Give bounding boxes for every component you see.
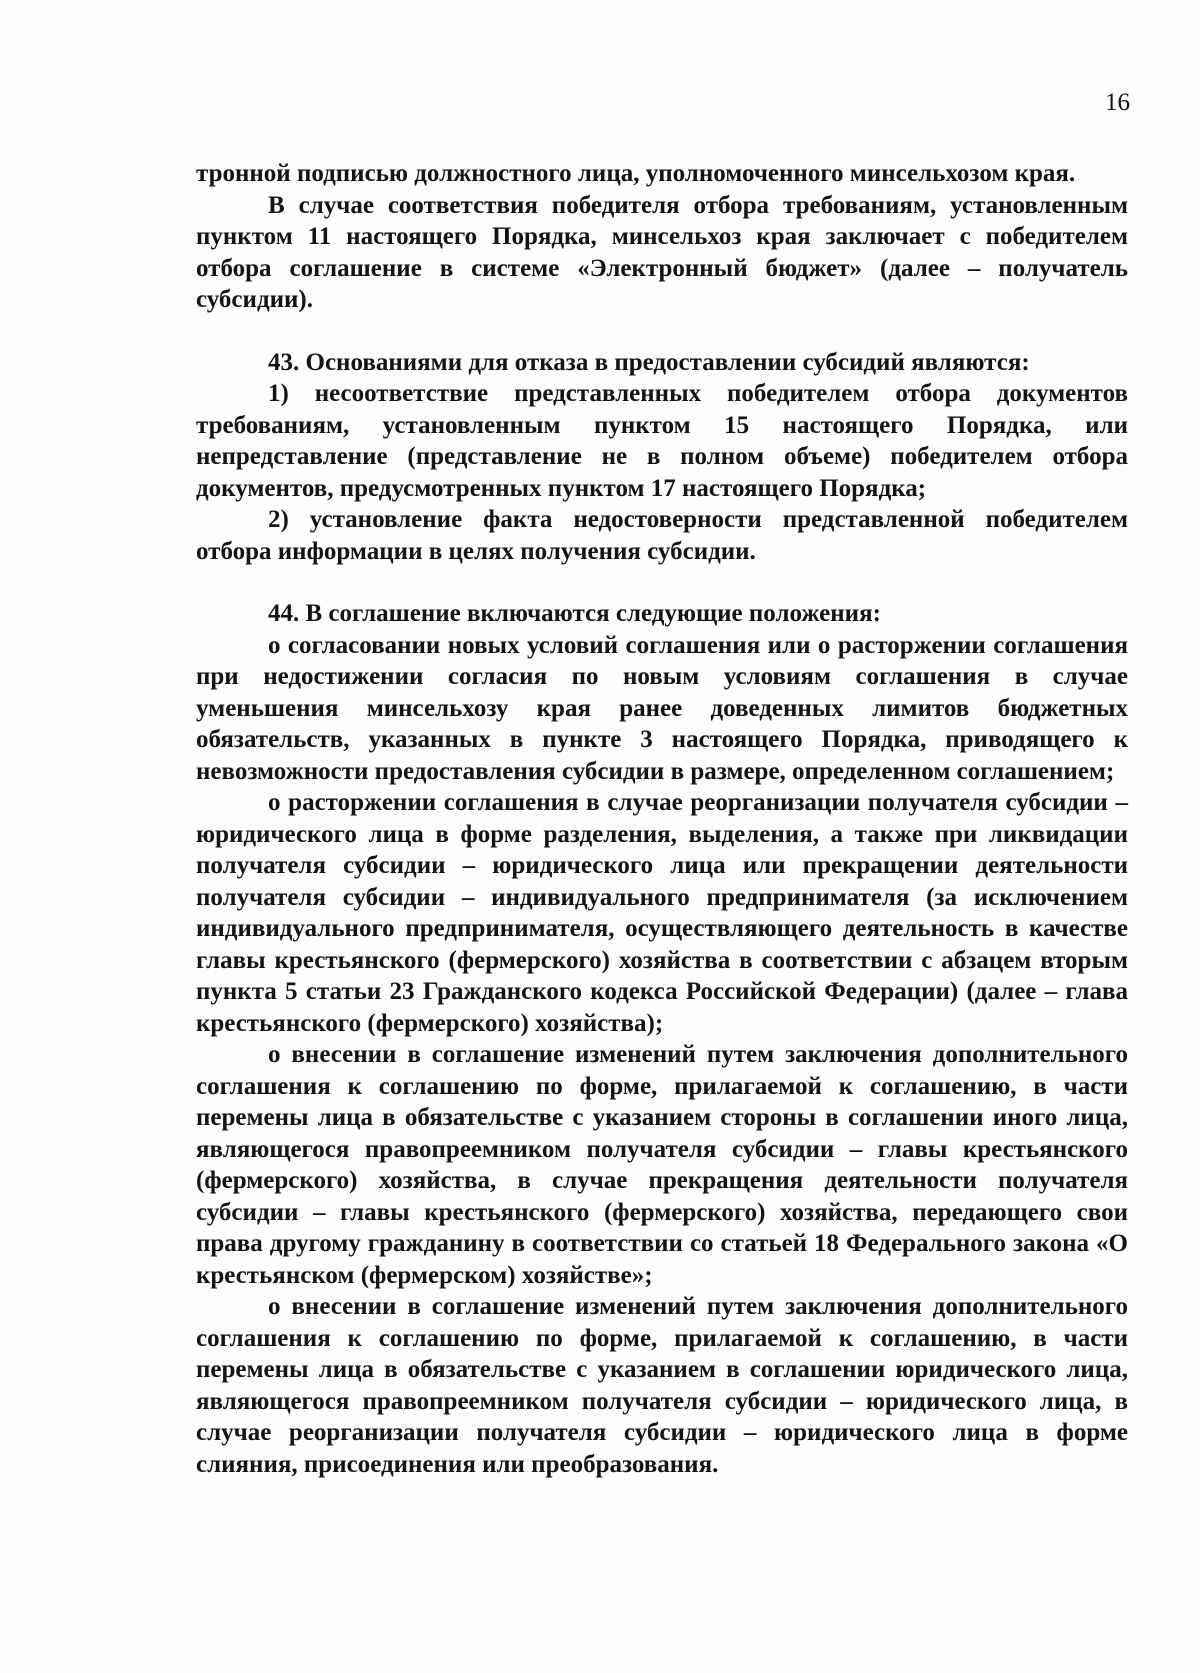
- paragraph-44-provision-3: о внесении в соглашение изменений путем заключения дополнительного соглашения к соглашению по форме, прилагаемой к соглашению, в части перемены лица в обязательстве с указанием стороны в соглашении иного лица, являющегося правопреемником получателя субсидии – главы крестьянского (фермерского) хозяйства, в случае прекращения деятельности получателя субсидии – главы крестьянского (фермерского) хозяйства, передающего свои права другому гражданину в соответствии со статьей 18 Федерального закона «О крестьянском (фермерском) хозяйстве»;: [196, 1041, 1128, 1289]
- paragraph-44-provision-2: о расторжении соглашения в случае реорганизации получателя субсидии – юридического лица в форме разделения, выделения, а также при ликвидации получателя субсидии – юридического лица или прекращении деятельности получателя субсидии – индивидуального предпринимателя (за исключением индивидуального предпринимателя, осуществляющего деятельность в качестве главы крестьянского (фермерского) хозяйства в соответствии с абзацем вторым пункта 5 статьи 23 Гражданского кодекса Российской Федерации) (далее – глава крестьянского (фермерского) хозяйства);: [196, 789, 1128, 1037]
- paragraph-continuation: тронной подписью должностного лица, уполномоченного минсельхозом края.: [196, 160, 1076, 187]
- paragraph-43-item-2: 2) установление факта недостоверности представленной победителем отбора информации в целях получения субсидии.: [196, 506, 1128, 565]
- paragraph-43-item-1: 1) несоответствие представленных победителем отбора документов требованиям, установленным пунктом 15 настоящего Порядка, или непредставление (представление не в полном объеме) победителем отбора документов, предусмотренных пунктом 17 настоящего Порядка;: [196, 380, 1128, 502]
- paragraph-44-provision-4: о внесении в соглашение изменений путем заключения дополнительного соглашения к соглашению по форме, прилагаемой к соглашению, в части перемены лица в обязательстве с указанием в соглашении юридического лица, являющегося правопреемником получателя субсидии – юридического лица, в случае реорганизации получателя субсидии – юридического лица в форме слияния, присоединения или преобразования.: [196, 1293, 1128, 1478]
- paragraph-44-provision-1: о согласовании новых условий соглашения или о расторжении соглашения при недостижении согласия по новым условиям соглашения в случае уменьшения минсельхозу края ранее доведенных лимитов бюджетных обязательств, указанных в пункте 3 настоящего Порядка, приводящего к невозможности предоставления субсидии в размере, определенном соглашением;: [196, 631, 1128, 785]
- paragraph-44-heading: 44. В соглашение включаются следующие положения:: [268, 600, 881, 627]
- paragraph-agreement-conclusion: В случае соответствия победителя отбора требованиям, установленным пунктом 11 настоящего Порядка, минсельхоз края заключает с победителем отбора соглашение в системе «Электронный бюджет» (далее – получатель субсидии).: [196, 191, 1128, 313]
- page-number: 16: [1105, 89, 1130, 116]
- paragraph-43-heading: 43. Основаниями для отказа в предоставлении субсидий являются:: [268, 348, 1030, 376]
- document-body: [196, 158, 1128, 1480]
